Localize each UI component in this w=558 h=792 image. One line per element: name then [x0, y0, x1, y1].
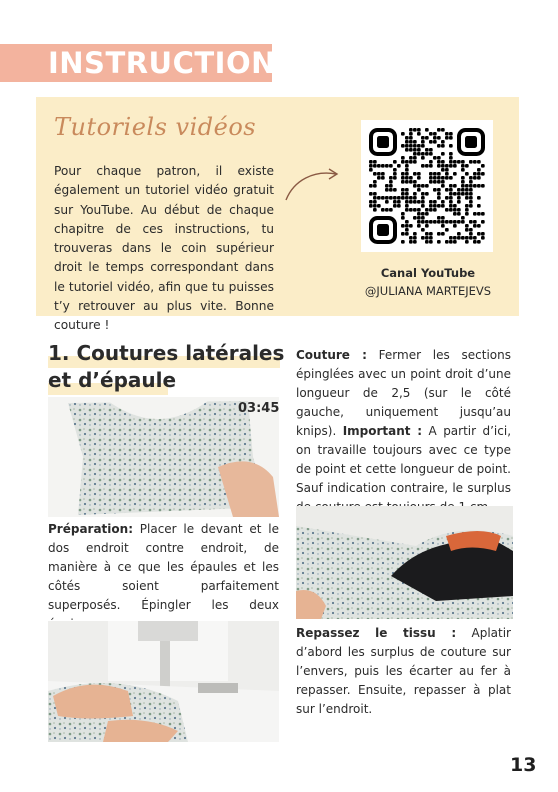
qr-code-graphic: [361, 120, 493, 252]
couture-paragraph: [296, 346, 511, 517]
qr-caption: [340, 264, 516, 300]
preparation-text: Placer le devant et le dos endroit contre endroit, de manière à ce que les épaules et les côtés soient parfaitement superposés. Épingler les deux: [48, 522, 279, 612]
qr-caption-handle: @JULIANA MARTEJEVS: [364, 284, 492, 298]
qr-caption-title: Canal YouTube: [380, 266, 476, 280]
tutorial-script-title: Tutoriels vidéos: [54, 113, 257, 141]
youtube-qr-code-icon[interactable]: [361, 120, 493, 252]
repasser-text: Aplatir d’abord les surplus de couture sur l’envers, puis les écarter au fer à repasser. Ensuite, repasser à plat sur l’endroit.: [296, 626, 511, 716]
curved-arrow-icon: [280, 160, 344, 208]
info-text: Pour chaque patron, il existe également un tutoriel vidéo gratuit sur YouTube. Au début de chaque chapitre de ces instructions, tu trouveras dans le coin supérieur droit le temps correspondant dans le tutoriel vidéo, afin que tu puisses t’y retrouver au plus vite. Bonne couture !: [54, 164, 274, 333]
video-timestamp: 03:45: [238, 401, 280, 416]
section-title: [48, 340, 288, 394]
repasser-paragraph: [296, 624, 511, 719]
couture-text-1: Fermer les sections épinglées avec un point droit d’une longueur de 2,5 (sur le côté gauche, uniquement jusqu’au knips).: [296, 348, 511, 438]
couture-text-2: A partir d’ici, on travaille toujours avec ce type de point et cette longueur de point. Sauf indication contraire, le surplus: [296, 424, 512, 495]
preparation-label: Préparation:: [48, 522, 133, 536]
section-title-line1: 1. Coutures latérales: [48, 341, 285, 365]
page-title: INSTRUCTIONS: [48, 46, 298, 80]
page-number: 13: [510, 754, 537, 776]
important-label: Important :: [342, 424, 423, 438]
repasser-label: Repassez le tissu :: [296, 626, 457, 640]
photo-ironing: [296, 506, 513, 619]
photo-sewing-machine: [48, 621, 279, 742]
preparation-paragraph: [48, 520, 279, 634]
couture-label: Couture :: [296, 348, 367, 362]
section-title-line2: et d’épaule: [48, 368, 177, 392]
